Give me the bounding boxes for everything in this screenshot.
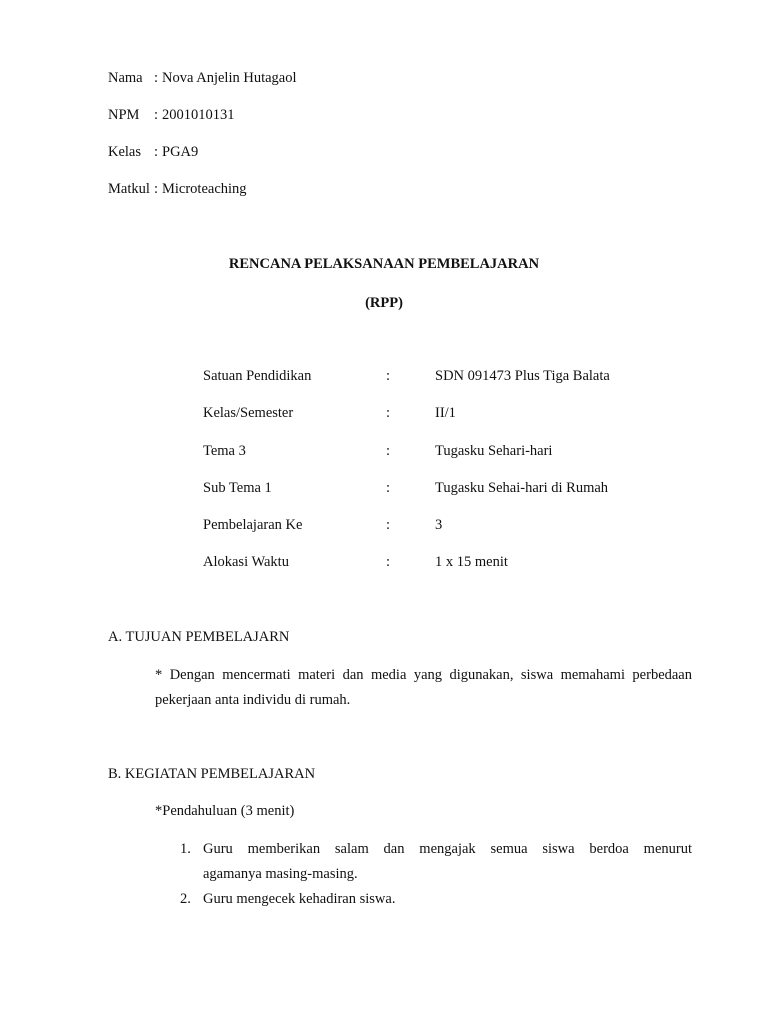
info-label: Kelas/Semester xyxy=(203,405,294,421)
list-text: agamanya masing-masing. xyxy=(203,866,358,882)
section-a-heading: A. TUJUAN PEMBELAJARN xyxy=(108,629,290,645)
info-sep: : xyxy=(386,554,391,570)
info-value: 3 xyxy=(435,517,443,533)
list-number: 1. xyxy=(180,841,191,857)
info-sep: : xyxy=(386,368,391,384)
list-number: 2. xyxy=(180,891,191,907)
identity-value: Microteaching xyxy=(162,181,247,197)
document-subtitle: (RPP) xyxy=(365,295,403,311)
info-value: Tugasku Sehari-hari xyxy=(435,443,553,459)
identity-value: Nova Anjelin Hutagaol xyxy=(162,70,297,86)
info-label: Tema 3 xyxy=(203,443,246,459)
info-value: Tugasku Sehai-hari di Rumah xyxy=(435,480,609,496)
identity-label: NPM xyxy=(108,107,140,123)
identity-label: Kelas xyxy=(108,144,142,160)
section-b-subheading: *Pendahuluan (3 menit) xyxy=(155,803,295,819)
section-a-line: * Dengan mencermati materi dan media yang digunakan, siswa memahami perbedaan xyxy=(155,667,692,683)
info-value: SDN 091473 Plus Tiga Balata xyxy=(435,368,610,384)
info-value: II/1 xyxy=(435,405,456,421)
identity-value: PGA9 xyxy=(162,144,199,160)
info-label: Satuan Pendidikan xyxy=(203,368,312,384)
section-a-line: pekerjaan anta individu di rumah. xyxy=(155,692,351,708)
identity-label: Nama xyxy=(108,70,143,86)
identity-label: Matkul xyxy=(108,181,150,197)
identity-sep: : xyxy=(154,144,159,160)
info-label: Sub Tema 1 xyxy=(203,480,272,496)
list-text: Guru mengecek kehadiran siswa. xyxy=(203,891,396,907)
section-b-heading: B. KEGIATAN PEMBELAJARAN xyxy=(108,766,316,782)
info-sep: : xyxy=(386,480,391,496)
identity-sep: : xyxy=(154,70,159,86)
info-label: Pembelajaran Ke xyxy=(203,517,303,533)
info-sep: : xyxy=(386,517,391,533)
info-sep: : xyxy=(386,405,391,421)
info-label: Alokasi Waktu xyxy=(203,554,289,570)
identity-sep: : xyxy=(154,107,159,123)
document-title: RENCANA PELAKSANAAN PEMBELAJARAN xyxy=(228,256,540,272)
info-value: 1 x 15 menit xyxy=(435,554,508,570)
list-text: Guru memberikan salam dan mengajak semua siswa berdoa menurut xyxy=(203,841,692,857)
info-sep: : xyxy=(386,443,391,459)
identity-sep: : xyxy=(154,181,159,197)
identity-value: 2001010131 xyxy=(162,107,235,123)
